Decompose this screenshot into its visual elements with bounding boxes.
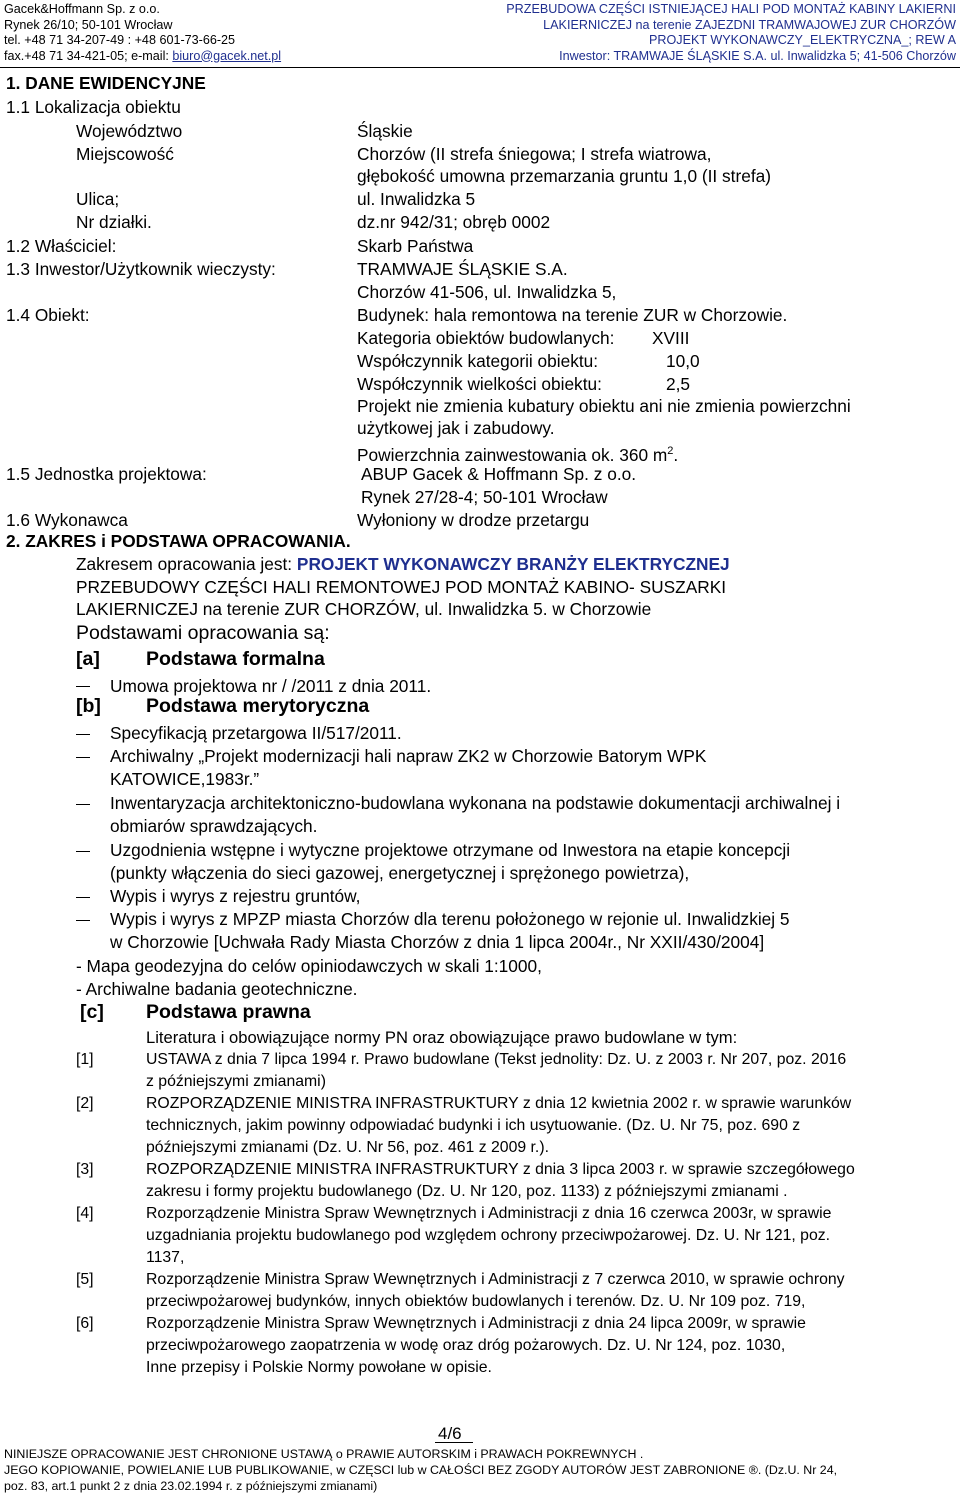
contractor-label: 1.6 Wykonawca: [6, 510, 128, 530]
company-name: Gacek&Hoffmann Sp. z o.o.: [4, 2, 160, 16]
header-divider: [0, 67, 960, 68]
header-project-block: [506, 2, 956, 64]
plot-value: dz.nr 942/31; obręb 0002: [357, 212, 551, 232]
area-text: Powierzchnia zainwestowania ok. 360 m: [357, 444, 668, 465]
ref-number: [1]: [76, 1051, 94, 1068]
scope-highlight: PROJEKT WYKONAWCZY BRANŻY ELEKTRYCZNEJ: [296, 554, 730, 574]
scope-prefix: Zakresem opracowania jest:: [76, 554, 297, 574]
ref-5-line-1: Rozporządzenie Ministra Spraw Wewnętrznych i Administracji z 7 czerwca 2010, w sprawie ochrony: [146, 1271, 845, 1288]
basis-b-item-3-line-1: Inwentaryzacja architektoniczno-budowlana wykonana na podstawie dokumentacji archiwalnej i: [110, 793, 841, 813]
basis-b-item-2-line-2: KATOWICE,1983r.”: [110, 769, 260, 789]
basis-a-tag: [a]: [76, 648, 100, 670]
category-value: XVIII: [652, 328, 690, 348]
ref-2-line-1: ROZPORZĄDZENIE MINISTRA INFRASTRUKTURY z dnia 12 kwietnia 2002 r. w sprawie warunków: [146, 1095, 852, 1112]
basis-b-item-5: Wypis i wyrys z rejestru gruntów,: [110, 886, 361, 906]
town-label: Miejscowość: [76, 144, 174, 164]
owner-value: Skarb Państwa: [357, 236, 474, 256]
project-line-1: PRZEBUDOWA CZĘŚCI ISTNIEJĄCEJ HALI POD MONTAŻ KABINY LAKIERNI: [506, 2, 956, 16]
category-coef-label: Współczynnik kategorii obiektu:: [357, 351, 599, 371]
basis-b-item-6-line-1: Wypis i wyrys z MPZP miasta Chorzów dla terenu położonego w rejonie ul. Inwalidzkiej 5: [110, 909, 790, 929]
basis-b-item-2-line-1: Archiwalny „Projekt modernizacji hali napraw ZK2 w Chorzowie Batorym WPK: [110, 746, 707, 766]
cubature-note-2: użytkowej jak i zabudowy.: [357, 418, 555, 438]
footer-line-2: JEGO KOPIOWANIE, POWIELANIE LUB PUBLIKOWANIE, w CZĘSCI lub w CAŁOŚCI BEZ ZGODY AUTORÓW JEST ZABRONIONE ®. (Dz.U. Nr 24,: [4, 1462, 838, 1477]
ref-6-line-2: przeciwpożarowego zaopatrzenia w wodę oraz dróg pożarowych. Dz. U. Nr 124, poz. 1030,: [146, 1337, 786, 1354]
category-coef-value: 10,0: [666, 351, 700, 371]
bullet-dash: [76, 920, 90, 921]
contractor-value: Wyłoniony w drodze przetargu: [357, 510, 590, 530]
voivodeship-label: Województwo: [76, 121, 183, 141]
voivodeship-value: Śląskie: [357, 121, 413, 141]
ref-3-line-1: ROZPORZĄDZENIE MINISTRA INFRASTRUKTURY z dnia 3 lipca 2003 r. w sprawie szczegółowego: [146, 1161, 855, 1178]
ref-4-line-1: Rozporządzenie Ministra Spraw Wewnętrznych i Administracji z dnia 16 czerwca 2003r, w sprawie: [146, 1205, 832, 1222]
project-line-4: Inwestor: TRAMWAJE ŚLĄSKIE S.A. ul. Inwalidzka 5; 41-506 Chorzów: [559, 48, 956, 63]
bullet-dash: [76, 851, 90, 852]
cubature-note-1: Projekt nie zmienia kubatury obiektu ani nie zmienia powierzchni: [357, 396, 851, 416]
street-value: ul. Inwalidzka 5: [357, 189, 476, 209]
section-1-1-heading: 1.1 Lokalizacja obiektu: [6, 97, 181, 117]
basis-c-intro: Literatura i obowiązujące normy PN oraz obowiązujące prawo budowlane w tym:: [146, 1028, 738, 1047]
investor-value-2: Chorzów 41-506, ul. Inwalidzka 5,: [357, 282, 617, 302]
bullet-dash: [76, 757, 90, 758]
basis-b-title: Podstawa merytoryczna: [146, 695, 370, 717]
page-number: 4/6: [438, 1424, 462, 1443]
owner-label: 1.2 Właściciel:: [6, 236, 117, 256]
fax-text: fax.+48 71 34-421-05; e-mail:: [4, 48, 173, 63]
company-fax-email: [4, 49, 281, 65]
basis-b-item-4-line-2: (punkty włączenia do sieci gazowej, energetycznej i sprężonego powietrza),: [110, 863, 690, 883]
basis-b-item-3-line-2: obmiarów sprawdzających.: [110, 816, 318, 836]
bullet-dash: [76, 804, 90, 805]
ref-4-line-3: 1137,: [146, 1249, 185, 1266]
basis-a-title: Podstawa formalna: [146, 648, 325, 670]
size-coef-value: 2,5: [666, 374, 691, 394]
investor-label: 1.3 Inwestor/Użytkownik wieczysty:: [6, 259, 276, 279]
area-end: .: [673, 444, 679, 465]
street-label: Ulica;: [76, 189, 120, 209]
ref-number: [4]: [76, 1205, 94, 1222]
category-label: Kategoria obiektów budowlanych:: [357, 328, 615, 348]
basis-c-title: Podstawa prawna: [146, 1001, 311, 1023]
area-superscript: 2: [667, 445, 674, 457]
object-label: 1.4 Obiekt:: [6, 305, 90, 325]
basis-c-tag: [c]: [80, 1001, 104, 1023]
scope-line-1: [76, 554, 730, 574]
object-value: Budynek: hala remontowa na terenie ZUR w Chorzowie.: [357, 305, 788, 325]
basis-b-tag: [b]: [76, 695, 101, 717]
town-value-1: Chorzów (II strefa śniegowa; I strefa wiatrowa,: [357, 144, 712, 164]
bullet-dash: [76, 734, 90, 735]
footer-line-3: poz. 83, art.1 punkt 2 z dnia 23.02.1994 r. z późniejszymi zmianami): [4, 1478, 378, 1493]
plot-label: Nr działki.: [76, 212, 152, 232]
ref-number: [5]: [76, 1271, 94, 1288]
ref-number: [2]: [76, 1095, 94, 1112]
ref-number: [6]: [76, 1315, 94, 1332]
area-note: [357, 441, 678, 465]
ref-6-line-3: Inne przepisy i Polskie Normy powołane w opisie.: [146, 1359, 492, 1376]
ref-1-line-1: USTAWA z dnia 7 lipca 1994 r. Prawo budowlane (Tekst jednolity: Dz. U. z 2003 r. Nr 207, poz. 2016: [146, 1051, 847, 1068]
company-phone: tel. +48 71 34-207-49 : +48 601-73-66-25: [4, 33, 236, 47]
ref-5-line-2: przeciwpożarowej budynków, innych obiektów budowlanych i terenów. Dz. U. Nr 109 poz. 719,: [146, 1293, 806, 1310]
bases-heading: Podstawami opracowania są:: [76, 622, 330, 644]
copyright-footer: [4, 1447, 837, 1494]
scope-line-3: LAKIERNICZEJ na terenie ZUR CHORZÓW, ul. Inwalidzka 5. w Chorzowie: [76, 599, 652, 619]
ref-6-line-1: Rozporządzenie Ministra Spraw Wewnętrznych i Administracji z dnia 24 lipca 2009r, w sprawie: [146, 1315, 806, 1332]
ref-2-line-2: technicznych, jakim powinny odpowiadać budynki i ich usytuowanie. (Dz. U. Nr 75, poz. 690 z: [146, 1117, 801, 1134]
ref-4-line-2: uzgadniania projektu budowlanego pod względem ochrony przeciwpożarowej. Dz. U. Nr 121, poz.: [146, 1227, 831, 1244]
design-unit-label: 1.5 Jednostka projektowa:: [6, 464, 207, 484]
basis-b-item-8: - Archiwalne badania geotechniczne.: [76, 979, 358, 999]
footer-line-1: NINIEJSZE OPRACOWANIE JEST CHRONIONE USTAWĄ o PRAWIE AUTORSKIM i PRAWACH POKREWNYCH .: [4, 1447, 644, 1461]
footer-rule: [435, 1442, 473, 1443]
basis-b-item-4-line-1: Uzgodnienia wstępne i wytyczne projektowe otrzymane od Inwestora na etapie koncepcji: [110, 840, 791, 860]
ref-number: [3]: [76, 1161, 94, 1178]
bullet-dash: [76, 686, 90, 687]
ref-3-line-2: zakresu i formy projektu budowlanego (Dz. U. Nr 120, poz. 1133) z późniejszymi zmianami .: [146, 1183, 788, 1200]
section-1-heading: 1. DANE EWIDENCYJNE: [6, 73, 206, 93]
basis-b-item-7: - Mapa geodezyjna do celów opiniodawczych w skali 1:1000,: [76, 956, 542, 976]
basis-a-item-1: Umowa projektowa nr / /2011 z dnia 2011.: [110, 676, 432, 696]
design-unit-value-1: ABUP Gacek & Hoffmann Sp. z o.o.: [361, 464, 637, 484]
section-2-heading: 2. ZAKRES i PODSTAWA OPRACOWANIA.: [6, 531, 351, 551]
project-line-3: PROJEKT WYKONAWCZY_ELEKTRYCZNA_; REW A: [649, 33, 956, 47]
design-unit-value-2: Rynek 27/28-4; 50-101 Wrocław: [361, 487, 608, 507]
size-coef-label: Współczynnik wielkości obiektu:: [357, 374, 602, 394]
town-value-2: głębokość umowna przemarzania gruntu 1,0 (II strefa): [357, 166, 771, 186]
investor-value-1: TRAMWAJE ŚLĄSKIE S.A.: [357, 259, 568, 279]
bullet-dash: [76, 897, 90, 898]
company-address: Rynek 26/10; 50-101 Wrocław: [4, 17, 173, 32]
ref-1-line-2: z późniejszymi zmianami): [146, 1073, 326, 1090]
ref-2-line-3: późniejszymi zmianami (Dz. U. Nr 56, poz. 461 z 2009 r.).: [146, 1139, 549, 1156]
scope-line-2: PRZEBUDOWY CZĘŚCI HALI REMONTOWEJ POD MONTAŻ KABINO- SUSZARKI: [76, 577, 727, 597]
header-company-block: [4, 2, 281, 64]
email-link[interactable]: biuro@gacek.net.pl: [172, 48, 282, 63]
basis-b-item-1: Specyfikacją przetargowa II/517/2011.: [110, 723, 402, 743]
basis-b-item-6-line-2: w Chorzowie [Uchwała Rady Miasta Chorzów z dnia 1 lipca 2004r., Nr XXII/430/2004]: [110, 932, 765, 952]
project-line-2: LAKIERNICZEJ na terenie ZAJEZDNI TRAMWAJOWEJ ZUR CHORZÓW: [543, 17, 956, 32]
